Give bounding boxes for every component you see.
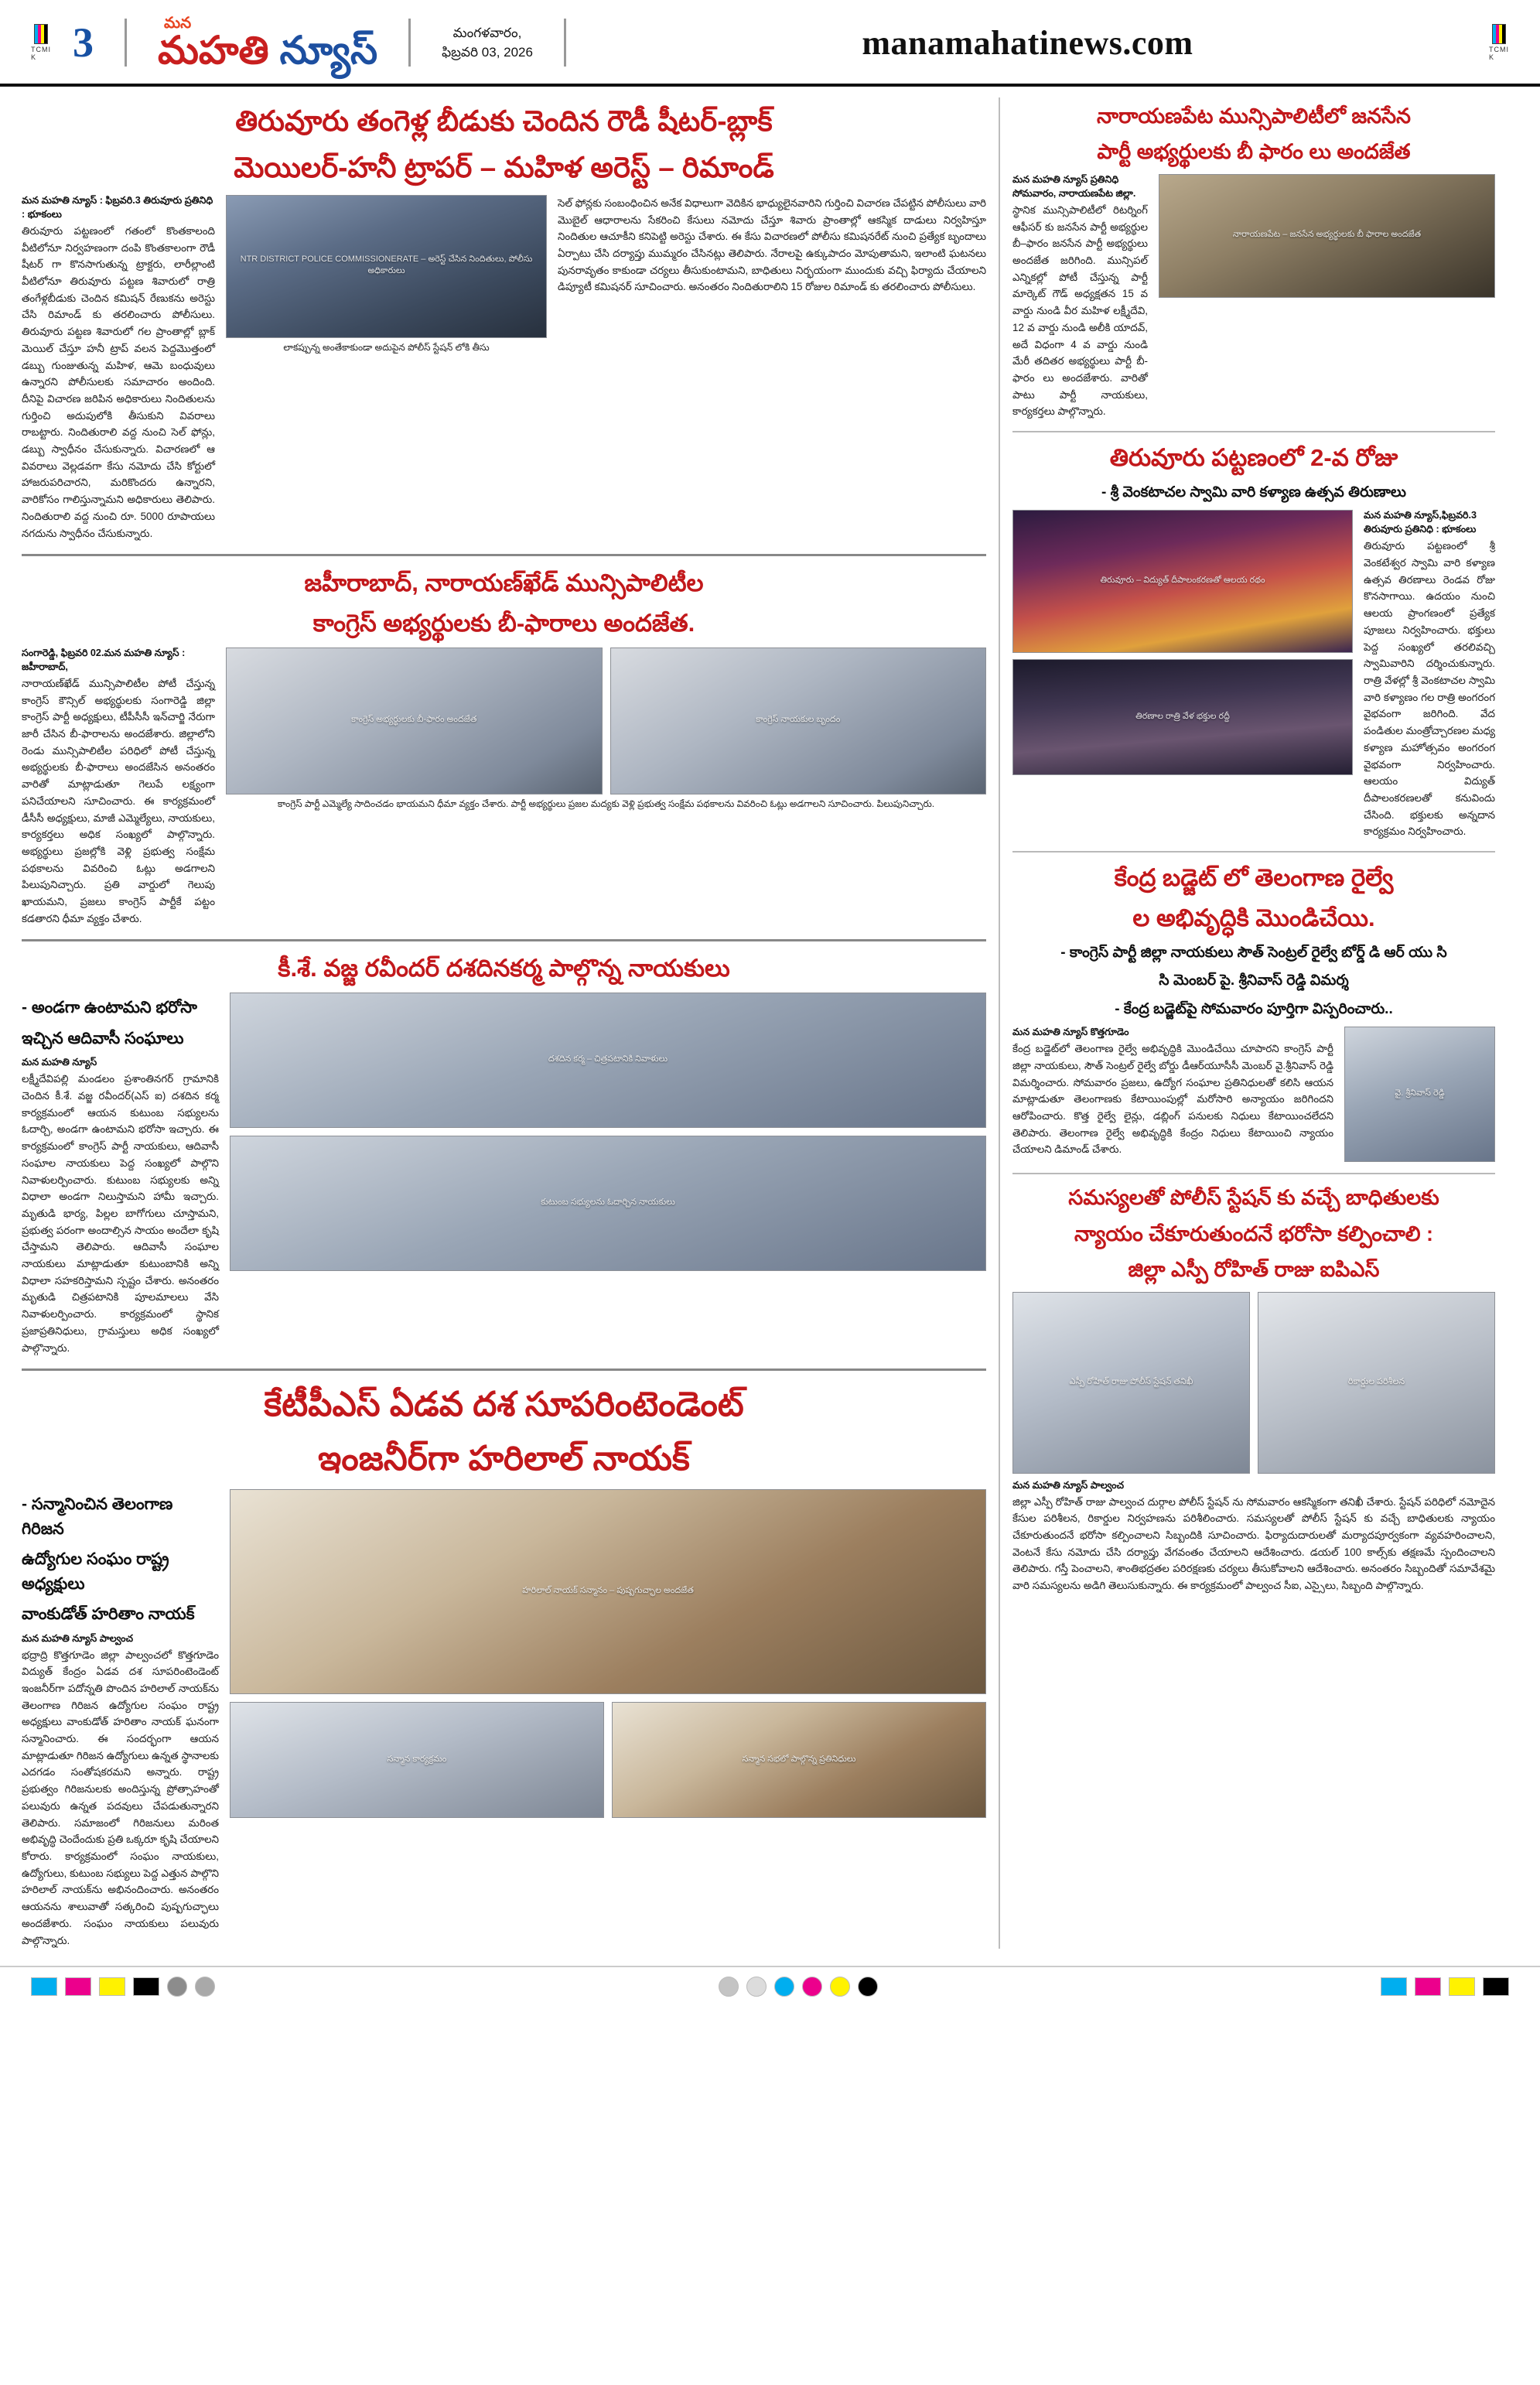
article-photo-8: [612, 1702, 986, 1818]
r-photo-caption-overlay-4: వై. శ్రీనివాస్ రెడ్డి: [1395, 1088, 1445, 1099]
r-article-photo-6: [1258, 1292, 1495, 1474]
headline4-line1: కేటీపీఎస్ ఏడవ దశ సూపరింటెండెంట్: [264, 1386, 744, 1424]
swatch-black: [133, 1977, 159, 1996]
byline-2: సంగారెడ్డి, ఫిబ్రవరి 02.మన మహతి న్యూస్ : జహీరాబాద్,: [22, 647, 186, 672]
swatch-cyan-2: [1381, 1977, 1407, 1996]
subhead4-line1: - సన్మానించిన తెలంగాణ గిరిజన: [22, 1495, 173, 1538]
swatch-yellow: [99, 1977, 125, 1996]
dot-magenta: [802, 1977, 822, 1997]
r-divider-1: [1012, 431, 1495, 432]
r-article-photo-2: [1012, 510, 1353, 653]
article-body-3: నారాయణ్‌ఖేడ్ మున్సిపాలిటీల పోటీ చేస్తున్న కాంగ్రెస్ కౌన్సిల్ అభ్యర్థులకు సంగారెడ్డి జిల్లా కాంగ్రెస్ పార్టీ అధ్యక్షులు, టీపీసీసీ ఇన్‌చార్జి నేరుగా జారీ చేసిన బీ-ఫారాలను అందజేశారు. జిల్లాలోని రెండు మున్సిపాలిటీల పరిధిలో పోటీ చేస్తున్న అభ్యర్థులకు బీ-ఫారాలు అందజేసిన అనంతరం వారితో మాట్లాడుతూ గెలుపే లక్ష్యంగా పనిచేయాలని సూచించారు. ఈ కార్యక్రమంలో డీసీసీ అధ్యక్షులు, మాజీ ఎమ్మెల్యేలు, నాయకులు, కార్యకర్తలు అధిక సంఖ్యలో పాల్గొన్నారు. అభ్యర్థులు ప్రజల్లోకి వెళ్లి ప్రభుత్వ సంక్షేమ పథకాలను వివరించి ఓట్లు అడగాలని పిలుపునిచ్చారు. ప్రతి వార్డులో గెలుపు ఖాయమని, ప్రజలు కాంగ్రెస్ పార్టీకే పట్టం కడతారని ధీమా వ్యక్తం చేశారు.: [22, 677, 215, 924]
logo-word-1: మహతి: [158, 29, 269, 72]
section-divider-1: [22, 554, 986, 556]
swatch-cyan: [31, 1977, 57, 1996]
subhead3-line1: - అండగా ఉంటామని భరోసా: [22, 999, 197, 1017]
article-tiruvuru-rowdy-sheeter: [22, 102, 986, 542]
r-photo-caption-overlay-5: ఎస్పీ రోహిత్ రాజు పోలీస్ స్టేషన్ తనిఖీ: [1069, 1376, 1193, 1386]
photo-caption: లాకప్పున్న అంతేకాకుండా అదుపైన పోలీస్ స్టేషన్ లోకి తీసు: [283, 341, 490, 353]
photo-caption-overlay-5: కుటుంబ సభ్యులను ఓదార్చిన నాయకులు: [541, 1198, 675, 1208]
logo: [141, 12, 394, 73]
dot-gray-3: [719, 1977, 739, 1997]
right-column: [1000, 97, 1495, 1949]
masthead: [0, 0, 1540, 87]
r-photo-caption-overlay-1: నారాయణపేట – జనసేన అభ్యర్థులకు బీ ఫారాల అందజేత: [1232, 230, 1422, 240]
article-body-2: సెల్ ఫోన్లకు సంబంధించిన అనేక విధాలుగా వెదికిన భాధ్యులైనవారిని గుర్తించి విచారణ చేపట్టిన పోలీసులు వారి మొబైల్ ఆధారాలను సేకరించి కేసులు నమోదు చేస్తూ శివారు ప్రాంతాల్లో ఆకస్మిక దాడులు నిర్వహిస్తూ నిందితుల ఆచూకీని కనిపెట్టి అరెస్టు చేశారు. ఈ కేసు విచారణలో పోలీసు కమిషనరేట్ నుంచి ప్రత్యేక బృందాలు ఏర్పాటు చేసి దర్యాప్తు ముమ్మరం చేసినట్లు తెలిపారు. నేరాలపై ఉక్కుపాదం మోపుతామని, ఇలాంటి ఘటనలు పునరావృతం కాకుండా చర్యలు తీసుకుంటామని, బాధితులు నిర్భయంగా ముందుకు వచ్చి ఫిర్యాదు చేయాలని డిప్యూటీ కమిషనర్ సూచించారు. అనంతరం నిందితురాలిని 15 రోజుల రిమాండ్ కు తరలించారు పోలీసులు.: [558, 196, 986, 293]
logo-title: [158, 31, 377, 70]
photo-caption-overlay-6: హరిలాల్ నాయక్ సన్మానం – పుష్పగుచ్ఛాల అందజేత: [522, 1586, 694, 1596]
headline2-line-1: జహీరాబాద్, నారాయణ్‌ఖేడ్ మున్సిపాలిటీల: [304, 569, 704, 597]
weekday: మంగళవారం,: [452, 25, 522, 40]
photo-pair-2: [230, 1702, 986, 1818]
article-congress-b-forms: [22, 567, 986, 927]
byline-3: మన మహతి న్యూస్: [22, 1057, 97, 1068]
date-block: [425, 23, 550, 63]
subhead4-line3: వాంకుడోత్ హరితాం నాయక్: [22, 1605, 195, 1624]
divider-3: [564, 19, 566, 67]
byline: మన మహతి న్యూస్ : ఫిబ్రవరి.3 తిరువూరు ప్రతినిధి : భూకంలు: [22, 194, 213, 220]
page-content: [0, 87, 1540, 1949]
article-sp-rohit-raju: [1012, 1184, 1495, 1594]
headline-line-1: తిరువూరు తంగెళ్ల బీడుకు చెందిన రౌడీ షీటర్-బ్లాక్: [235, 105, 773, 137]
r-byline-3: మన మహతి న్యూస్ కొత్తగూడెం: [1012, 1027, 1129, 1038]
article-body-5: భద్రాద్రి కొత్తగూడెం జిల్లా పాల్వంచలో కొత్తగూడెం విద్యుత్ కేంద్రం ఏడవ దశ సూపరింటెండెంట్ ఇంజనీర్‌గా పదోన్నతి పొందిన హరిలాల్ నాయక్‌ను తెలంగాణ గిరిజన ఉద్యోగుల సంఘం రాష్ట్ర అధ్యక్షులు వాంకుడోత్ హరితాం నాయక్ ఘనంగా సన్మానించారు. ఈ సందర్భంగా ఆయన మాట్లాడుతూ గిరిజన ఉద్యోగులు ఉన్నత స్థానాలకు ఎదగడం సంతోషకరమని అన్నారు. రాష్ట్ర ప్రభుత్వం గిరిజనులకు అందిస్తున్న ప్రోత్సాహంతో పలువురు ఉన్నత పదవులు చేపడుతున్నారని తెలిపారు. సమాజంలో గిరిజనులు మరింత అభివృద్ధి చెందేందుకు ప్రతి ఒక్కరూ కృషి చేయాలని కోరారు. కార్యక్రమంలో సంఘం నాయకులు, ఉద్యోగులు, కుటుంబ సభ్యులు పెద్ద ఎత్తున పాల్గొని హరిలాల్ నాయక్‌ను అభినందించారు. అనంతరం ఆయనను శాలువాతో సత్కరించి పుష్పగుచ్ఛాలు అందజేశారు. సంఘం నాయకులు పలువురు పాల్గొన్నారు.: [22, 1649, 219, 1946]
divider-2: [408, 19, 411, 67]
article-photo-3: [610, 648, 987, 794]
color-calibration-bar: [0, 1966, 1540, 2011]
section-divider-2: [22, 939, 986, 941]
reg-right-label: TCMI K: [1489, 45, 1509, 61]
r-headline4-line2: న్యాయం చేకూరుతుందనే భరోసా కల్పించాలి :: [1074, 1222, 1434, 1245]
color-bar-icon-right: [1492, 24, 1506, 44]
r-headline4-line1: సమస్యలతో పోలీస్ స్టేషన్ కు వచ్చే బాధితులకు: [1068, 1186, 1439, 1210]
r-article-body-3: కేంద్ర బడ్జెట్‌లో తెలంగాణ రైల్వే అభివృద్ధికి మొండిచేయి చూపారని కాంగ్రెస్ పార్టీ జిల్లా నాయకులు, సౌత్ సెంట్రల్ రైల్వే బోర్డు డీఆర్‌యూసీసీ మెంబర్ వై.శ్రీనివాస్ రెడ్డి విమర్శించారు. సోమవారం ప్రజలు, ఉద్యోగ సంఘాల ప్రతినిధులతో కలిసి ఆయన మాట్లాడుతూ తెలంగాణకు కేటాయింపుల్లో మరోసారి అన్యాయం జరిగిందని ఆరోపించారు. కొత్త రైల్వే లైన్లు, డబ్లింగ్ పనులకు నిధులు కేటాయించలేదని తెలిపారు. తెలంగాణ రైల్వే అభివృద్ధికి కేంద్రం నిధులు కేటాయించి న్యాయం చేయాలని డిమాండ్ చేశారు.: [1012, 1043, 1333, 1156]
article-ravinder-memorial: [22, 952, 986, 1356]
article-photo-6: [230, 1489, 986, 1694]
registration-mark-left: [31, 24, 51, 62]
headline3: కీ.శే. వజ్జ రవీందర్ దశదినకర్మ పాల్గొన్న నాయకులు: [278, 955, 730, 982]
r-article-body-1: స్థానిక మున్సిపాలిటీలో రిటర్నింగ్ ఆఫీసర్ కు జనసేన పార్టీ అభ్యర్థుల బీ–ఫారం జనసేన పార్టీ అభ్యర్థులు అందజేత జరిగింది. మున్సిపల్ ఎన్నికల్లో పోటీ చేస్తున్న పార్టీ మార్కెట్ గౌడ్ అధ్యక్షతన 15 వ వార్డు నుండి వీర మహిళ లక్ష్మీదేవి, 12 వ వార్డు నుండి అలీకి యాదవ్, అదే విధంగా 4 వ వార్డు నుండి మేరీ తదితర అభ్యర్థులు పార్టీ బీ-ఫారం లు అందజేశారు. వారితో పాటు పార్టీ నాయకులు, కార్యకర్తలు పాల్గొన్నారు.: [1012, 203, 1148, 418]
section-divider-3: [22, 1368, 986, 1371]
byline-4: మన మహతి న్యూస్ పాల్వంచ: [22, 1632, 134, 1644]
dot-gray-4: [746, 1977, 767, 1997]
photo-caption-overlay-3: కాంగ్రెస్ నాయకుల బృందం: [756, 715, 841, 725]
r-divider-3: [1012, 1173, 1495, 1174]
dot-yellow: [830, 1977, 850, 1997]
color-bar-icon: [34, 24, 48, 44]
article-body: తిరువూరు పట్టణంలో గతంలో కొంతకాలంది వీటిలోనూ నిర్వహణంగా దంపి కొంతకాలంగా రౌడీ షీటర్ గా కొనసాగుతున్న ట్రాక్టరు, లారీల్లాంటి వీటిలోనూ తిరువూరు పట్టణ శివారులో రాత్రి తంగేళ్లబీడుకు చెందిన కమిషన్ రేణుకను అరెస్టు చేసి రిమాండ్ కు తరలించారు పోలీసులు. తిరువూరు పట్టణ శివారులో గల ప్రాంతాల్లో బ్లాక్ మెయిల్ చేస్తూ హనీ ట్రాప్ వలన పెద్దమొత్తంలో డబ్బు గుంజుతున్న మహిళ, ఆమె బంధువులు ఉన్నారని పోలీసులకు సమాచారం అందింది. దీనిపై విచారణ జరిపిన అధికారులు నిందితులను గుర్తించి అదుపులోకి తీసుకుని వివరాలు రాబట్టారు. నిందితురాలి వద్ద నుంచి సెల్ ఫోన్లు, డబ్బు స్వాధీనం చేసుకున్నారు. విచారణలో ఆ వివరాలు వెల్లడవగా కేసు నమోదు చేసి కోర్టులో హాజరుపరిచారని, మరికొందరు ఉన్నారని, వారికోసం గాలిస్తున్నామని అధికారులు తెలిపారు. నిందితురాలి వద్ద నుంచి రూ. 5000 రూపాయలు నగదును స్వాధీనం చేసుకున్నారు.: [22, 224, 215, 539]
r-headline3-line1: కేంద్ర బడ్జెట్ లో తెలంగాణ రైల్వే: [1114, 864, 1394, 892]
dot-cyan: [774, 1977, 794, 1997]
divider: [125, 19, 127, 67]
r-headline4-line3: జిల్లా ఎస్పీ రోహిత్ రాజు ఐపిఎస్: [1128, 1258, 1380, 1282]
headline2-line-2: కాంగ్రెస్ అభ్యర్థులకు బీ-ఫారాలు అందజేత.: [312, 610, 695, 637]
r-photo-caption-overlay-2: తిరువూరు – విద్యుత్ దీపాలంకరణతో ఆలయ రథం: [1100, 576, 1265, 586]
reg-left-label: TCMI K: [31, 45, 51, 61]
subhead4-line2: ఉద్యోగుల సంఘం రాష్ట్ర అధ్యక్షులు: [22, 1550, 169, 1593]
r-photo-pair: [1012, 1292, 1495, 1474]
headline-line-2: మెయిలర్-హనీ ట్రాపర్ – మహిళ అరెస్ట్ – రిమాండ్: [234, 151, 774, 183]
subhead3-line2: ఇచ్చిన ఆదివాసీ సంఘాలు: [22, 1029, 184, 1047]
article-narayanpet-janasena: [1012, 102, 1495, 420]
article-body-4: లక్ష్మీదేవిపల్లి మండలం ప్రశాంతినగర్ గ్రామానికి చెందిన కీ.శే. వజ్జ రవీందర్(ఎస్ ఐ) దశదిన కర్మ కార్యక్రమంలో ఆయన కుటుంబ సభ్యులను ఓదార్చి, అండగా ఉంటామని భరోసా ఇచ్చారు. ఈ కార్యక్రమంలో కాంగ్రెస్ పార్టీ నాయకులు, ఆదివాసీ సంఘాల నాయకులు పెద్ద సంఖ్యలో పాల్గొని నివాళులర్పించారు. కుటుంబ సభ్యులకు అన్ని విధాలా అండగా నిలుస్తామని హామీ ఇచ్చారు. మృతుడి భార్య, పిల్లల బాగోగులు చూస్తామని, ప్రభుత్వ పరంగా అందాల్సిన సాయం అందేలా కృషి చేస్తామని తెలిపారు. ఆదివాసీ సంఘాల నాయకులు మాట్లాడుతూ కుటుంబానికి అన్ని విధాలా సహకరిస్తామని స్పష్టం చేశారు. అనంతరం మృతుడి చిత్రపటానికి పూలమాలలు వేసి నివాళులర్పించారు. కార్యక్రమంలో స్థానిక ప్రజాప్రతినిధులు, గ్రామస్తులు అధిక సంఖ్యలో పాల్గొన్నారు.: [22, 1073, 219, 1354]
registration-mark-right: [1489, 24, 1509, 62]
swatch-black-2: [1483, 1977, 1509, 1996]
page-number: 3: [73, 19, 94, 66]
r-photo-caption-overlay-3: తిరణాల రాత్రి వేళ భక్తుల రద్దీ: [1135, 711, 1230, 721]
article-photo-5: [230, 1136, 986, 1271]
headline4-line2: ఇంజనీర్‌గా హరిలాల్ నాయక్: [318, 1439, 690, 1478]
r-byline-1: మన మహతి న్యూస్ ప్రతినిధి సోమవారం, నారాయణపేట జిల్లా.: [1012, 173, 1136, 199]
photo-caption-overlay-8: సన్మాన సభలో పాల్గొన్న ప్రతినిధులు: [742, 1754, 856, 1764]
article-ktps-superintendent: [22, 1382, 986, 1949]
logo-prefix: మన: [164, 15, 192, 32]
r-article-photo-3: [1012, 659, 1353, 775]
logo-word-2: న్యూస్: [279, 29, 378, 72]
r-subhead3-line3: - కేంద్ర బడ్జెట్‌పై సోమవారం పూర్తిగా విస్పరించారు..: [1115, 1000, 1393, 1017]
r-headline2: తిరువూరు పట్టణంలో 2-వ రోజు: [1109, 444, 1398, 472]
r-article-photo-1: [1159, 174, 1495, 298]
date: ఫిబ్రవరి 03, 2026: [442, 45, 533, 60]
r-headline1-line2: పార్టీ అభ్యర్థులకు బీ ఫారం లు అందజేత: [1097, 140, 1411, 164]
dot-black: [858, 1977, 878, 1997]
r-article-body-4: జిల్లా ఎస్పీ రోహిత్ రాజు పాల్వంచ దుర్గాల పోలీస్ స్టేషన్ ను సోమవారం ఆకస్మికంగా తనిఖీ చేశారు. స్టేషన్ పరిధిలో నమోదైన కేసుల పరిశీలన, రికార్డుల నిర్వహణను పరిశీలించారు. సమస్యలతో పోలీస్ స్టేషన్ కు వచ్చే బాధితులకు న్యాయం చేకూరుతుందనే భరోసా కల్పించాలని సిబ్బందికి సూచించారు. ఫిర్యాదుదారులతో మర్యాదపూర్వకంగా వ్యవహరించాలని, వెంటనే కేసు నమోదు చేసి దర్యాప్తు వేగవంతం చేయాలని ఆదేశించారు. డయల్ 100 కాల్స్‌కు తక్షణమే స్పందించాలని తెలిపారు. గస్తీ పెంచాలని, శాంతిభద్రతల పరిరక్షణకు చర్యలు తీసుకోవాలని ఆదేశించారు. అనంతరం సిబ్బందితో సమావేశమై వారి సమస్యలను అడిగి తెలుసుకున్నారు. ఈ కార్యక్రమంలో పాల్వంచ సీఐ, ఎస్సైలు, సిబ్బంది పాల్గొన్నారు.: [1012, 1495, 1495, 1592]
swatch-magenta: [65, 1977, 91, 1996]
r-article-photo-4: [1344, 1027, 1495, 1162]
r-divider-2: [1012, 851, 1495, 853]
left-column: [22, 97, 1000, 1949]
article-photo-2: [226, 648, 603, 794]
r-article-photo-5: [1012, 1292, 1250, 1474]
photo-caption-overlay-4: దశదిన కర్మ – చిత్రపటానికి నివాళులు: [548, 1054, 668, 1064]
dot-gray-1: [167, 1977, 187, 1997]
r-subhead2: - శ్రీ వెంకటాచల స్వామి వారి కళ్యాణ ఉత్సవ తిరుణాలు: [1101, 483, 1406, 501]
photo-caption-2: కాంగ్రెస్ పార్టీ ఎమ్మెల్యే సాదించడం భాయమని ధీమా వ్యక్తం చేశారు. పార్టీ అభ్యర్థులు ప్రజల మద్యకు వెళ్లి ప్రభుత్వ సంక్షేమ పథకాలను వివరించి ఓట్లు అడగాలని సూచించారు. పిలుపునిచ్చారు.: [277, 798, 935, 809]
r-subhead3-line1: - కాంగ్రెస్ పార్టీ జిల్లా నాయకులు సౌత్ సెంట్రల్ రైల్వే బోర్డ్ డి ఆర్ యు సి: [1060, 944, 1447, 961]
article-photo: [226, 195, 547, 338]
website-url[interactable]: manamahatinews.com: [862, 23, 1193, 62]
photo-caption-overlay-7: సన్మాన కార్యక్రమం: [387, 1754, 447, 1764]
r-subhead3-line2: సి మెంబర్ పై. శ్రీనివాస్ రెడ్డి విమర్శ: [1159, 972, 1349, 989]
r-photo-caption-overlay-6: రికార్డుల పరిశీలన: [1347, 1376, 1405, 1386]
photo-pair: [226, 648, 986, 794]
article-photo-4: [230, 993, 986, 1128]
photo-caption-overlay-2: కాంగ్రెస్ అభ్యర్థులకు బీ-ఫారం అందజేత: [351, 715, 477, 725]
r-byline-2: మన మహతి న్యూస్,ఫిబ్రవరి.3 తిరువూరు ప్రతినిధి : భూకంలు: [1364, 510, 1477, 535]
article-tiruvuru-festival: [1012, 442, 1495, 840]
r-headline3-line2: ల అభివృద్ధికి మొండిచేయి.: [1132, 904, 1375, 931]
swatch-yellow-2: [1449, 1977, 1475, 1996]
swatch-magenta-2: [1415, 1977, 1441, 1996]
r-byline-4: మన మహతి న్యూస్ పాల్వంచ: [1012, 1479, 1125, 1491]
dot-gray-2: [195, 1977, 215, 1997]
photo-caption-overlay: NTR DISTRICT POLICE COMMISSIONERATE – అరెస్ట్ చేసిన నిందితులు, పోలీసు అధికారులు: [240, 255, 533, 276]
r-headline1-line1: నారాయణపేట మున్సిపాలిటీలో జనసేన: [1097, 104, 1411, 128]
article-photo-7: [230, 1702, 604, 1818]
article-union-budget-railways: [1012, 862, 1495, 1162]
r-article-body-2: తిరువూరు పట్టణంలో శ్రీ వెంకటేశ్వర స్వామి వారి కళ్యాణ ఉత్సవ తిరణాలు రెండవ రోజు కొనసాగాయి. ఉదయం నుంచి ఆలయ ప్రాంగణంలో ప్రత్యేక పూజలు నిర్వహించారు. భక్తులు పెద్ద సంఖ్యలో తరలివచ్చి స్వామివారిని దర్శించుకున్నారు. రాత్రి వేళల్లో శ్రీ వెంకటాచల స్వామి వారి కళ్యాణం గల రాత్రి అంగరంగ వైభవంగా జరిగింది. వేద పండితుల మంత్రోచ్చారణల మధ్య కళ్యాణ మహోత్సవం అంగరంగ వైభవంగా నిర్వహించారు. ఆలయం విద్యుత్ దీపాలంకరణలతో కనువిందు చేసింది. భక్తులకు అన్నదాన కార్యక్రమం నిర్వహించారు.: [1364, 540, 1495, 838]
